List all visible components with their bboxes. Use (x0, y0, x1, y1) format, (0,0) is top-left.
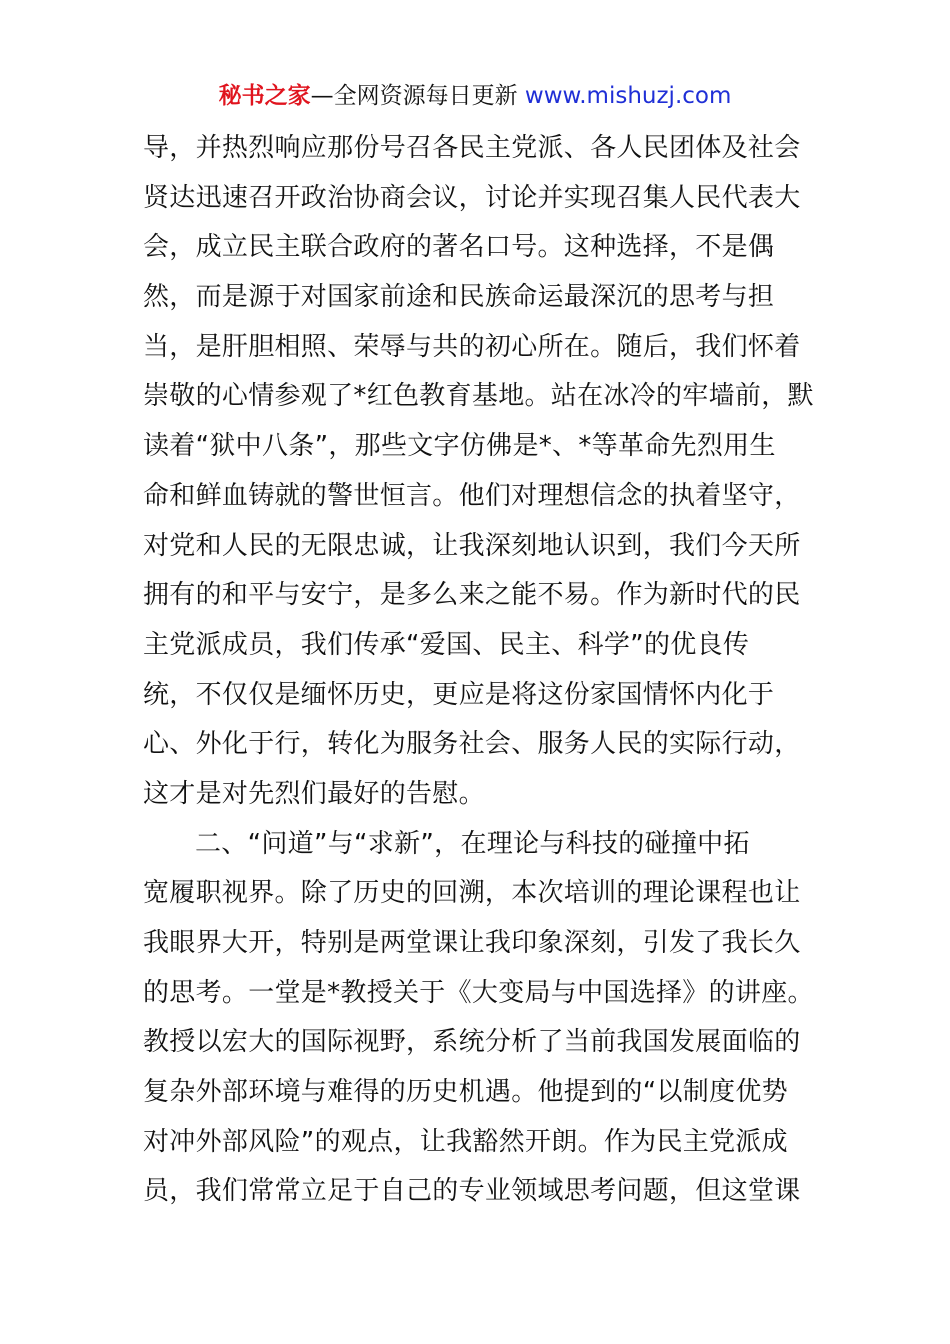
text-line: 复杂外部环境与难得的历史机遇。他提到的“以制度优势 (143, 1077, 788, 1108)
text-line: 然，而是源于对国家前途和民族命运最深沉的思考与担 (143, 282, 775, 313)
text-line: 当，是肝胆相照、荣辱与共的初心所在。随后，我们怀着 (143, 331, 801, 362)
text-line: 主党派成员，我们传承“爱国、民主、科学”的优良传 (143, 629, 750, 660)
text-line: 贤达迅速召开政治协商会议，讨论并实现召集人民代表大 (143, 182, 801, 213)
header-tagline: —全网资源每日更新 (310, 83, 525, 109)
site-url-link[interactable]: www.mishuzj.com (524, 83, 732, 109)
text-line: 对冲外部风险”的观点，让我豁然开朗。作为民主党派成 (143, 1126, 788, 1157)
text-line: 导，并热烈响应那份号召各民主党派、各人民团体及社会 (143, 133, 801, 163)
text-line: 的思考。一堂是*教授关于《大变局与中国选择》的讲座。 (143, 977, 814, 1008)
site-header (0, 80, 950, 112)
section-heading-line: 二、“问道”与“求新”，在理论与科技的碰撞中拓 (195, 828, 750, 859)
text-line: 员，我们常常立足于自己的专业领域思考问题，但这堂课 (143, 1176, 801, 1207)
document-body (143, 124, 823, 1217)
text-line: 这才是对先烈们最好的告慰。 (143, 778, 485, 809)
text-line: 心、外化于行，转化为服务社会、服务人民的实际行动， (143, 729, 801, 760)
text-line: 读着“狱中八条”，那些文字仿佛是*、*等革命先烈用生 (143, 431, 776, 462)
text-line: 对党和人民的无限忠诚，让我深刻地认识到，我们今天所 (143, 530, 801, 561)
brand-name: 秘书之家 (218, 83, 311, 109)
text-line: 教授以宏大的国际视野，系统分析了当前我国发展面临的 (143, 1027, 801, 1058)
text-line: 宽履职视界。除了历史的回溯，本次培训的理论课程也让 (143, 878, 801, 909)
text-line: 拥有的和平与安宁，是多么来之能不易。作为新时代的民 (143, 580, 801, 611)
text-line: 会，成立民主联合政府的著名口号。这种选择，不是偶 (143, 232, 775, 263)
text-line: 命和鲜血铸就的警世恒言。他们对理想信念的执着坚守， (143, 480, 801, 511)
text-line: 统，不仅仅是缅怀历史，更应是将这份家国情怀内化于 (143, 679, 775, 710)
text-line: 我眼界大开，特别是两堂课让我印象深刻，引发了我长久 (143, 928, 801, 958)
text-line: 崇敬的心情参观了*红色教育基地。站在冰冷的牢墙前，默 (143, 381, 814, 412)
